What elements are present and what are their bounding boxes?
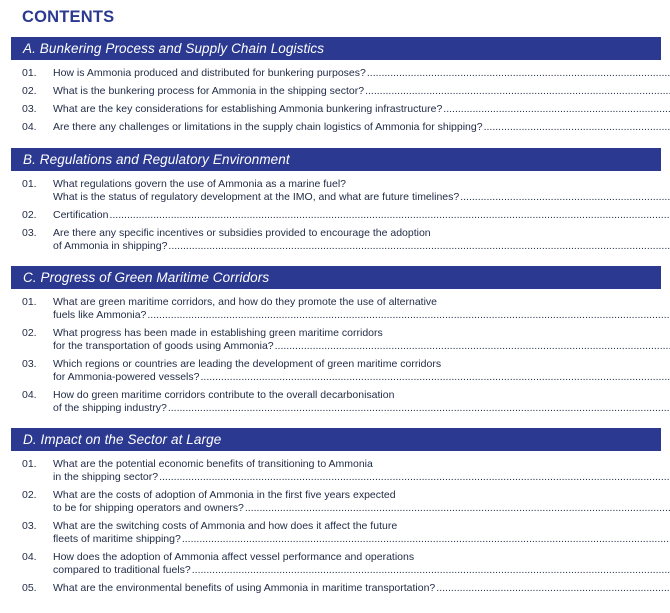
entry-number: 03. [22, 358, 37, 370]
entry-text: What are green maritime corridors, and how do they promote the use of alternative [53, 296, 438, 308]
entry-text: fleets of maritime shipping? [53, 533, 181, 545]
toc-entry[interactable] [11, 118, 661, 136]
entry-number: 02. [22, 489, 37, 501]
entry-text: What are the environmental benefits of using Ammonia in maritime transportation? [53, 582, 436, 594]
entry-number: 04. [22, 121, 37, 133]
leader-dots [443, 103, 670, 116]
section-a [11, 37, 661, 136]
toc-entry[interactable] [11, 548, 661, 579]
leader-dots [168, 240, 670, 253]
toc-entry[interactable] [11, 324, 661, 355]
entry-text: of the shipping industry? [53, 402, 167, 414]
entry-number: 03. [22, 227, 37, 239]
leader-dots [436, 582, 670, 595]
entry-text: compared to traditional fuels? [53, 564, 191, 576]
toc-entry[interactable] [11, 100, 661, 118]
entry-text: What is the status of regulatory development at the IMO, and what are future timelines? [53, 191, 460, 203]
leader-dots [367, 67, 670, 80]
entry-text: of Ammonia in shipping? [53, 240, 168, 252]
entry-number: 02. [22, 209, 37, 221]
entry-number: 02. [22, 85, 37, 97]
section-c [11, 266, 661, 417]
entry-text: What are the potential economic benefits of transitioning to Ammonia [53, 458, 373, 470]
leader-dots [200, 371, 670, 384]
leader-dots [168, 402, 670, 415]
toc-entry[interactable] [11, 175, 661, 206]
entry-number: 04. [22, 551, 37, 563]
leader-dots [484, 121, 670, 134]
page-title: CONTENTS [22, 8, 115, 26]
entry-number: 05. [22, 582, 37, 594]
section-heading: B. Regulations and Regulatory Environment [11, 148, 661, 171]
toc-entry[interactable] [11, 486, 661, 517]
entry-number: 03. [22, 103, 37, 115]
entry-text: What are the costs of adoption of Ammonia in the first five years expected [53, 489, 396, 501]
leader-dots [460, 191, 670, 204]
entry-number: 01. [22, 67, 37, 79]
entry-text: in the shipping sector? [53, 471, 159, 483]
leader-dots [192, 564, 670, 577]
leader-dots [245, 502, 670, 515]
entry-number: 01. [22, 296, 37, 308]
toc-entry[interactable] [11, 224, 661, 255]
entry-text: What is the bunkering process for Ammonia in the shipping sector? [53, 85, 365, 97]
entry-text: fuels like Ammonia? [53, 309, 147, 321]
entry-text: What are the key considerations for establishing Ammonia bunkering infrastructure? [53, 103, 443, 115]
entry-number: 02. [22, 327, 37, 339]
entry-number: 04. [22, 389, 37, 401]
toc-entry[interactable] [11, 64, 661, 82]
toc-entry[interactable] [11, 517, 661, 548]
toc-entry[interactable] [11, 455, 661, 486]
section-heading: A. Bunkering Process and Supply Chain Logistics [11, 37, 661, 60]
entry-text: How do green maritime corridors contribute to the overall decarbonisation [53, 389, 395, 401]
entry-number: 03. [22, 520, 37, 532]
leader-dots [182, 533, 670, 546]
toc-entry[interactable] [11, 82, 661, 100]
section-d [11, 428, 661, 597]
leader-dots [159, 471, 670, 484]
leader-dots [275, 340, 670, 353]
section-heading: D. Impact on the Sector at Large [11, 428, 661, 451]
entry-text: What progress has been made in establishing green maritime corridors [53, 327, 383, 339]
entry-text: What regulations govern the use of Ammonia as a marine fuel? [53, 178, 346, 190]
toc-entry[interactable] [11, 355, 661, 386]
toc-entry[interactable] [11, 386, 661, 417]
entry-text: Certification [53, 209, 109, 221]
entry-text: to be for shipping operators and owners? [53, 502, 244, 514]
section-heading: C. Progress of Green Maritime Corridors [11, 266, 661, 289]
leader-dots [365, 85, 670, 98]
section-b [11, 148, 661, 255]
entry-number: 01. [22, 458, 37, 470]
toc-entry[interactable] [11, 206, 661, 224]
toc-entry[interactable] [11, 293, 661, 324]
leader-dots [109, 209, 670, 222]
leader-dots [147, 309, 670, 322]
entry-text: Which regions or countries are leading the development of green maritime corridors [53, 358, 442, 370]
toc-entry[interactable] [11, 579, 661, 597]
entry-text: How is Ammonia produced and distributed for bunkering purposes? [53, 67, 366, 79]
entry-text: How does the adoption of Ammonia affect vessel performance and operations [53, 551, 415, 563]
entry-text: Are there any specific incentives or subsidies provided to encourage the adoption [53, 227, 431, 239]
entry-number: 01. [22, 178, 37, 190]
entry-text: What are the switching costs of Ammonia and how does it affect the future [53, 520, 398, 532]
entry-text: for Ammonia-powered vessels? [53, 371, 200, 383]
entry-text: for the transportation of goods using Ammonia? [53, 340, 274, 352]
entry-text: Are there any challenges or limitations in the supply chain logistics of Ammonia for shipping? [53, 121, 483, 133]
